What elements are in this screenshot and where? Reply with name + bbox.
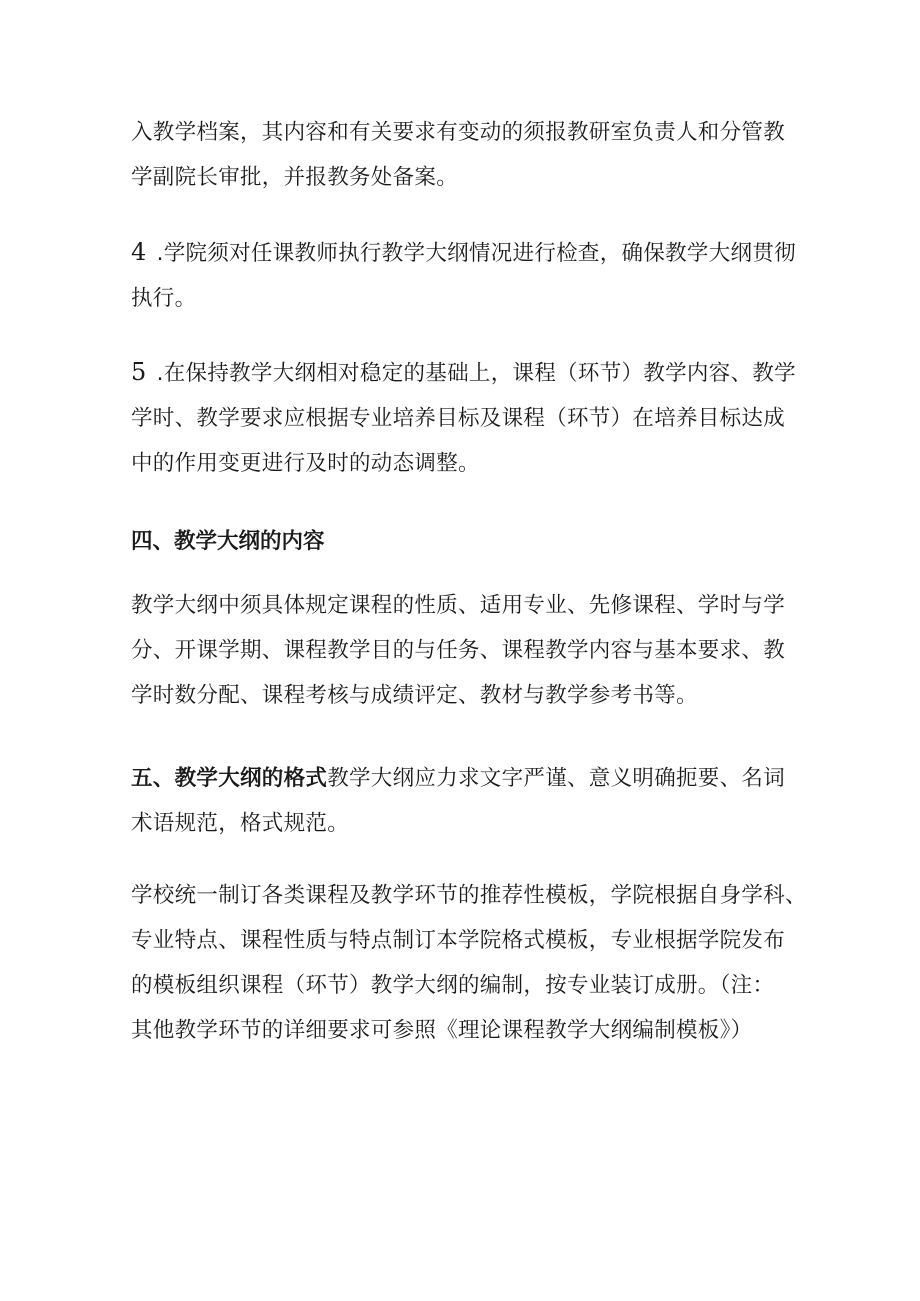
- text-line: 学校统一制订各类课程及教学环节的推荐性模板，学院根据自身学科、: [131, 883, 807, 908]
- item-text: .在保持教学大纲相对稳定的基础上，课程（环节）教学内容、教学: [156, 361, 796, 386]
- paragraph-item-5: [131, 350, 796, 486]
- text-line: 分、开课学期、课程教学目的与任务、课程教学内容与基本要求、教: [131, 638, 786, 663]
- text-line: [131, 230, 796, 276]
- text-line: 执行。: [131, 286, 197, 311]
- text-line: 术语规范，格式规范。: [131, 811, 350, 836]
- text-line: 学时、教学要求应根据专业培养目标及课程（环节）在培养目标达成: [131, 406, 786, 431]
- text-line: 教学大纲中须具体规定课程的性质、适用专业、先修课程、学时与学: [131, 593, 786, 618]
- paragraph-format: [131, 756, 791, 846]
- item-text: .学院须对任课教师执行教学大纲情况进行检查，确保教学大纲贯彻: [156, 241, 796, 266]
- item-number: 4: [131, 238, 147, 266]
- format-text: 教学大纲应力求文字严谨、意义明确扼要、名词: [327, 766, 786, 791]
- text-line: 入教学档案，其内容和有关要求有变动的须报教研室负责人和分管教: [131, 120, 786, 145]
- paragraph-template: [131, 873, 807, 1053]
- item-number: 5: [131, 358, 147, 386]
- paragraph-archive: [131, 110, 791, 200]
- section-heading-content: 四、教学大纲的内容: [131, 529, 325, 554]
- text-line: 中的作用变更进行及时的动态调整。: [131, 451, 480, 476]
- paragraph-item-4: [131, 230, 796, 321]
- text-line: 的模板组织课程（环节）教学大纲的编制，按专业装订成册。（注：: [131, 973, 775, 998]
- text-line: 其他教学环节的详细要求可参照《理论课程教学大纲编制模板》）: [131, 1018, 753, 1043]
- text-line: 学副院长审批，并报教务处备案。: [131, 165, 459, 190]
- text-line: 学时数分配、课程考核与成绩评定、教材与教学参考书等。: [131, 683, 698, 708]
- text-line: [131, 350, 796, 396]
- section-heading-format: 五、教学大纲的格式: [131, 766, 328, 791]
- text-line: 专业特点、课程性质与特点制订本学院格式模板，专业根据学院发布: [131, 928, 786, 953]
- text-line: [131, 756, 791, 801]
- paragraph-content: [131, 583, 791, 718]
